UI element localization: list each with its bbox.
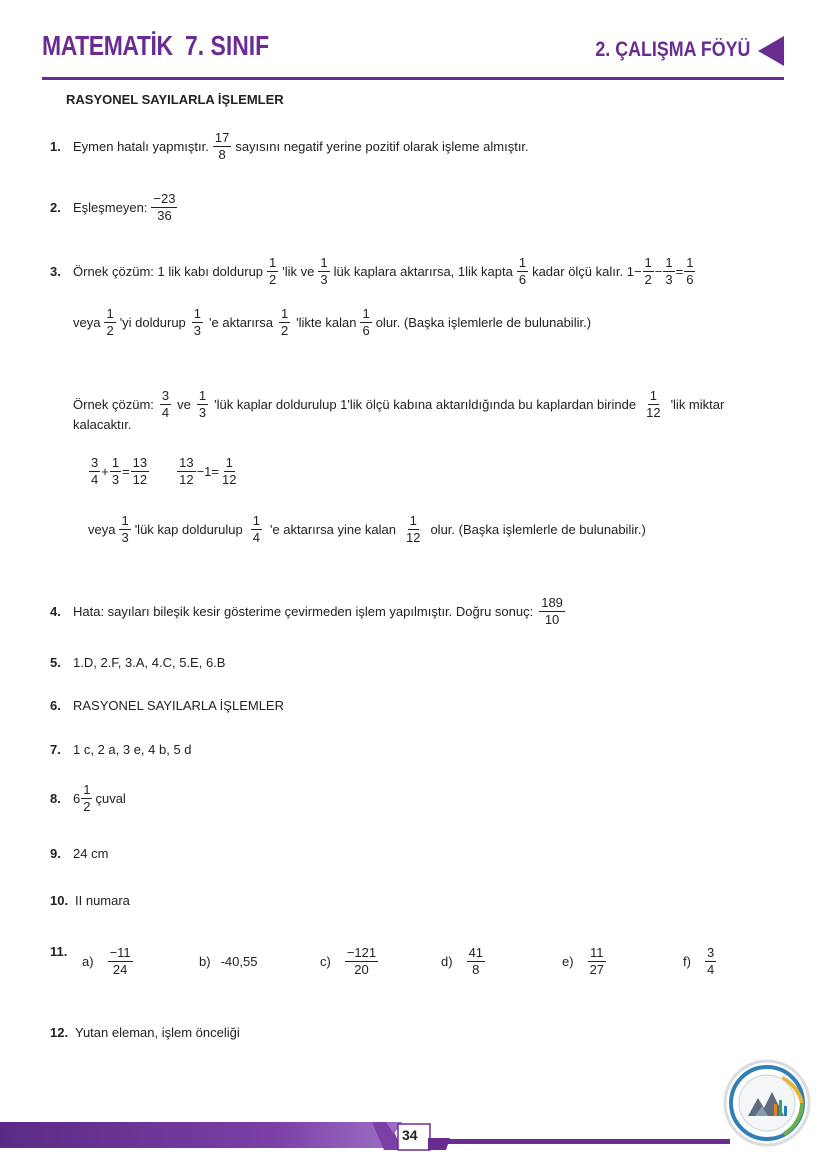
answer-11c	[320, 946, 382, 978]
answer-text: RASYONEL SAYILARLA İŞLEMLER	[73, 698, 284, 713]
answer-3-line-3	[73, 389, 724, 421]
answer-text: kadar ölçü kalır. 1−	[532, 264, 642, 280]
answer-number: 9.	[50, 846, 61, 861]
fraction: $\frac{-23}{36}$	[153, 191, 176, 224]
fraction: $\frac{1}{2}$	[106, 306, 114, 339]
answer-number: 8.	[50, 791, 61, 806]
operator: −	[654, 264, 663, 280]
fraction: $\frac{1}{2}$	[83, 782, 91, 815]
arrow-left-icon	[758, 36, 784, 66]
answer-11a	[82, 946, 137, 978]
answer-text: veya	[88, 522, 116, 538]
fraction: $\frac{1}{12}$	[646, 388, 661, 421]
operator: +	[101, 464, 109, 480]
fraction: $\frac{189}{10}$	[541, 595, 563, 628]
fraction: $\frac{13}{12}$	[179, 455, 194, 488]
fraction: $\frac{3}{4}$	[706, 945, 715, 978]
answer-text: 24 cm	[73, 846, 109, 861]
answer-3-line-1	[50, 256, 696, 288]
grade-title: 7. SINIF	[185, 30, 270, 61]
fraction: $\frac{1}{3}$	[193, 306, 202, 339]
answer-5	[50, 655, 225, 670]
operator: =	[122, 464, 130, 480]
answer-3-equations	[88, 456, 239, 488]
fraction: $\frac{1}{12}$	[405, 513, 421, 546]
fraction: $\frac{3}{4}$	[91, 455, 99, 488]
answer-3-line-5	[88, 514, 646, 546]
answer-11f	[683, 946, 720, 978]
fraction: $\frac{17}{8}$	[214, 130, 230, 163]
answer-6	[50, 698, 284, 713]
answer-text: 'yi doldurup	[119, 315, 186, 331]
fraction: $\frac{41}{8}$	[468, 945, 484, 978]
answer-10	[50, 893, 130, 908]
answer-text: lük kaplara aktarırsa, 1lik kapta	[333, 264, 513, 280]
fraction: $\frac{1}{3}$	[111, 455, 120, 488]
answer-text: olur. (Başka işlemlerle de bulunabilir.)	[430, 522, 646, 538]
answer-1	[50, 131, 529, 163]
fraction: $\frac{1}{2}$	[280, 306, 289, 339]
answer-11b	[199, 954, 257, 969]
answer-number: 11.	[50, 944, 68, 959]
fraction: $\frac{1}{2}$	[269, 255, 277, 288]
answer-number: 5.	[50, 655, 61, 670]
answer-text: sayısını negatif yerine pozitif olarak işleme almıştır.	[235, 139, 529, 155]
answer-text: Hata: sayıları bileşik kesir gösterime çevirmeden işlem yapılmıştır. Doğru sonuç:	[73, 604, 534, 620]
answer-text: 'e aktarırsa	[209, 315, 273, 331]
fraction: $\frac{1}{12}$	[222, 455, 237, 488]
fraction: $\frac{1}{4}$	[252, 513, 260, 546]
answer-text: 1.D, 2.F, 3.A, 4.C, 5.E, 6.B	[73, 655, 226, 670]
fraction: $\frac{1}{3}$	[121, 513, 129, 546]
option-label: c)	[320, 954, 331, 970]
fraction: $\frac{1}{6}$	[518, 255, 527, 288]
operator: −1=	[196, 464, 220, 480]
answer-text: 'lik miktar	[670, 397, 725, 413]
option-label: b)	[199, 954, 211, 969]
answer-text: kalacaktır.	[73, 417, 132, 432]
footer-line	[440, 1139, 730, 1144]
fraction: $\frac{-121}{20}$	[346, 945, 377, 978]
option-label: d)	[441, 954, 453, 970]
fraction: $\frac{3}{4}$	[161, 388, 170, 421]
answer-text: II numara	[75, 893, 130, 908]
fraction: $\frac{1}{3}$	[320, 255, 328, 288]
answer-text: 'lük kap doldurulup	[134, 522, 243, 538]
answer-number: 4.	[50, 604, 61, 620]
answer-text: veya	[73, 315, 101, 331]
fraction: $\frac{1}{3}$	[665, 255, 673, 288]
answer-text: Eşleşmeyen:	[73, 200, 148, 216]
answer-text: 'lük kaplar doldurulup 1'lik ölçü kabına aktarıldığında bu kaplardan birinde	[214, 397, 637, 413]
answer-value: -40,55	[220, 954, 258, 969]
answer-7	[50, 742, 192, 757]
fraction: $\frac{11}{27}$	[589, 945, 605, 978]
answer-number: 7.	[50, 742, 61, 757]
answer-11e	[562, 946, 610, 978]
option-label: a)	[82, 954, 94, 970]
header-divider	[42, 77, 784, 80]
answer-text: 'e aktarırsa yine kalan	[269, 522, 396, 538]
answer-number: 6.	[50, 698, 61, 713]
operator: =	[675, 264, 684, 280]
answer-number: 12.	[50, 1025, 69, 1040]
page-number: 34	[402, 1127, 418, 1143]
answer-number: 3.	[50, 264, 61, 280]
answer-text: 'likte kalan	[296, 315, 357, 331]
answer-text: 'lik ve	[282, 264, 315, 280]
answer-3-line-2	[73, 307, 591, 339]
answer-11d	[441, 946, 489, 978]
worksheet-title: 2. ÇALIŞMA FÖYÜ	[594, 38, 750, 61]
answer-text: ve	[177, 397, 191, 413]
answer-4	[50, 596, 571, 628]
answer-text: Örnek çözüm: 1 lik kabı doldurup	[73, 264, 264, 280]
mixed-whole: 6	[73, 791, 81, 807]
section-title: RASYONEL SAYILARLA İŞLEMLER	[66, 92, 284, 107]
answer-number: 10.	[50, 893, 69, 908]
fraction: $\frac{1}{2}$	[644, 255, 652, 288]
fraction: $\frac{-11}{24}$	[109, 945, 131, 978]
answer-9	[50, 846, 108, 861]
footer-bar	[0, 1122, 390, 1148]
answer-number: 2.	[50, 200, 61, 216]
answer-text: Eymen hatalı yapmıştır.	[73, 139, 209, 155]
answer-number: 1.	[50, 139, 61, 155]
fraction: $\frac{13}{12}$	[132, 455, 148, 488]
answer-text: Örnek çözüm:	[73, 397, 154, 413]
fraction: $\frac{1}{6}$	[362, 306, 370, 339]
fraction: $\frac{1}{6}$	[686, 255, 694, 288]
option-label: e)	[562, 954, 574, 970]
answer-text: olur. (Başka işlemlerle de bulunabilir.)	[375, 315, 592, 331]
answer-2	[50, 192, 181, 224]
answer-text: Yutan eleman, işlem önceliği	[75, 1025, 240, 1040]
answer-8	[50, 783, 126, 815]
fraction: $\frac{1}{3}$	[198, 388, 207, 421]
answer-text: 1 c, 2 a, 3 e, 4 b, 5 d	[73, 742, 192, 757]
answer-text: çuval	[95, 791, 126, 807]
option-label: f)	[683, 954, 691, 970]
subject-title: MATEMATİK	[42, 30, 173, 61]
ministry-logo-icon	[722, 1058, 812, 1148]
answer-12	[50, 1025, 240, 1040]
